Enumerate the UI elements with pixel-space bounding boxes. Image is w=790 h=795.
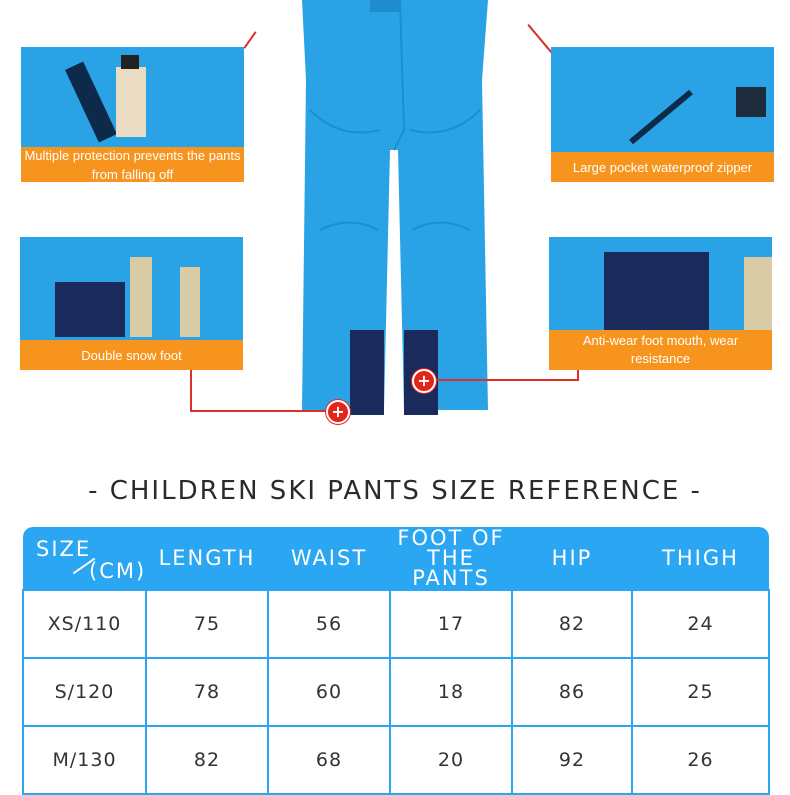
table-cell: 56 (268, 590, 390, 658)
table-cell: 82 (512, 590, 632, 658)
table-cell: 60 (268, 658, 390, 726)
pants-photo (290, 0, 500, 420)
size-cell: M/130 (23, 726, 146, 794)
size-header: SIZE (CM) (23, 527, 146, 590)
connector-line (190, 410, 326, 412)
connector-line (190, 370, 192, 412)
table-cell: 20 (390, 726, 512, 794)
table-cell: 86 (512, 658, 632, 726)
connector-line (432, 379, 579, 381)
table-cell: 68 (268, 726, 390, 794)
size-cell: S/120 (23, 658, 146, 726)
table-row (23, 658, 769, 726)
table-cell: 18 (390, 658, 512, 726)
length-header: LENGTH (146, 527, 268, 590)
callout-caption: Anti-wear foot mouth, wear resistance (549, 330, 772, 370)
thigh-header: THIGH (632, 527, 769, 590)
table-cell: 24 (632, 590, 769, 658)
plus-marker-icon: + (326, 400, 350, 424)
connector-line (243, 31, 256, 49)
callout-foot-mouth (549, 237, 772, 370)
size-cell: XS/110 (23, 590, 146, 658)
table-cell: 92 (512, 726, 632, 794)
table-row (23, 726, 769, 794)
foot-header: FOOT OF THE PANTS (390, 527, 512, 590)
size-table (22, 527, 770, 795)
table-cell: 78 (146, 658, 268, 726)
callout-pocket (551, 47, 774, 182)
callout-caption: Double snow foot (20, 340, 243, 370)
table-cell: 82 (146, 726, 268, 794)
callout-caption: Large pocket waterproof zipper (551, 152, 774, 182)
table-row (23, 590, 769, 658)
callout-waist (21, 47, 244, 182)
hip-header: HIP (512, 527, 632, 590)
table-cell: 17 (390, 590, 512, 658)
table-header-row (23, 527, 769, 590)
callout-caption: Multiple protection prevents the pants from falling off (21, 147, 244, 182)
table-cell: 25 (632, 658, 769, 726)
callout-snow-foot (20, 237, 243, 370)
plus-marker-icon: + (412, 369, 436, 393)
table-cell: 75 (146, 590, 268, 658)
size-heading: - CHILDREN SKI PANTS SIZE REFERENCE - (88, 476, 702, 506)
waist-header: WAIST (268, 527, 390, 590)
table-cell: 26 (632, 726, 769, 794)
